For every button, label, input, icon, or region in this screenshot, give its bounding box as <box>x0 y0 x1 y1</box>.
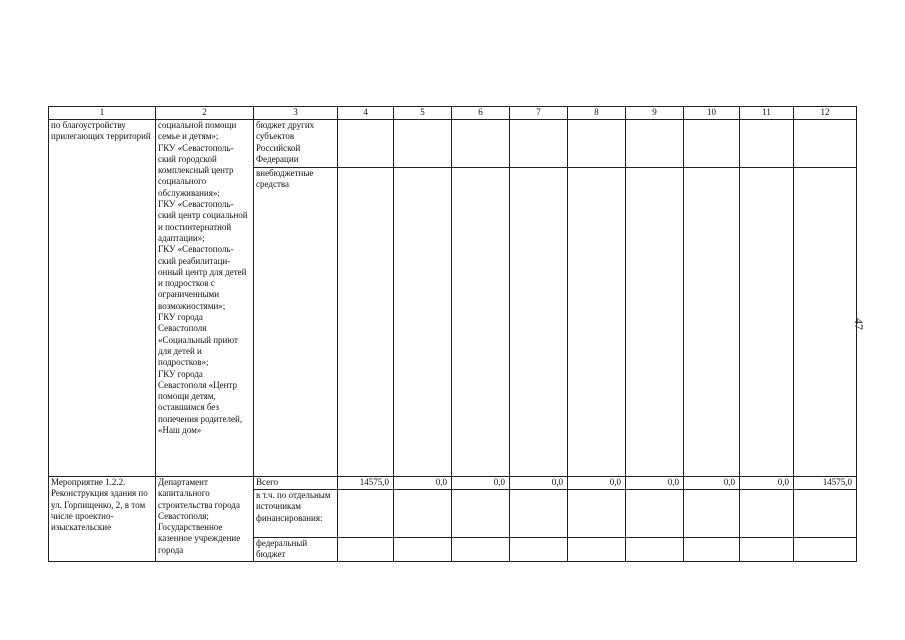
value-cell: 14575,0 <box>338 477 394 490</box>
value-cell <box>394 538 452 562</box>
budget-table <box>48 106 857 562</box>
column-number-row <box>49 107 857 120</box>
value-cell <box>338 490 394 538</box>
value-cell: 0,0 <box>394 477 452 490</box>
executor-cell: социальной помощи семье и детям»; ГКУ «Севастополь-ский городской комплексный центр социального обслуживания»; ГКУ «Севастополь-ский центр социальной и постинтернатной адаптации»; ГКУ «Севастополь-ский реабилитаци-онный центр для детей и подростков с ограниченными возможностями»; ГКУ города Севастополя «Социальный приют для детей и подростков»; ГКУ города Севастополя «Центр помощи детям, оставшимся без попечения родителей, «Наш дом» <box>156 120 254 477</box>
funding-source-cell: Всего <box>254 477 338 490</box>
col-number: 10 <box>684 107 740 120</box>
value-cell <box>684 538 740 562</box>
value-cell <box>568 490 626 538</box>
value-cell: 0,0 <box>740 477 794 490</box>
funding-source-cell: внебюджетные средства <box>254 168 338 477</box>
col-number: 2 <box>156 107 254 120</box>
page-number: 47 <box>852 318 866 330</box>
col-number: 11 <box>740 107 794 120</box>
funding-source-cell: в т.ч. по отдельным источникам финансирования: <box>254 490 338 538</box>
col-number: 3 <box>254 107 338 120</box>
table-row <box>49 120 857 168</box>
executor-cell: Департамент капитального строительства города Севастополя; Государственное казенное учреждение города <box>156 477 254 562</box>
value-cell <box>740 538 794 562</box>
col-number: 6 <box>452 107 510 120</box>
col-number: 5 <box>394 107 452 120</box>
table-row <box>49 477 857 490</box>
col-number: 1 <box>49 107 156 120</box>
value-cell <box>740 490 794 538</box>
col-number: 9 <box>626 107 684 120</box>
value-cell: 0,0 <box>452 477 510 490</box>
value-cell: 0,0 <box>568 477 626 490</box>
col-number: 12 <box>794 107 857 120</box>
value-cell: 14575,0 <box>794 477 857 490</box>
value-cell <box>626 490 684 538</box>
value-cell <box>510 490 568 538</box>
value-cell <box>794 538 857 562</box>
value-cell <box>394 490 452 538</box>
funding-source-cell: федеральный бюджет <box>254 538 338 562</box>
value-cell: 0,0 <box>510 477 568 490</box>
value-cell <box>794 490 857 538</box>
activity-name-cell: по благоустройству прилегающих территорий <box>49 120 156 477</box>
activity-name-cell: Мероприятие 1.2.2. Реконструкция здания по ул. Горпищенко, 2, в том числе проектно-изыскательские <box>49 477 156 562</box>
col-number: 8 <box>568 107 626 120</box>
value-cell <box>626 538 684 562</box>
value-cell: 0,0 <box>626 477 684 490</box>
col-number: 7 <box>510 107 568 120</box>
value-cell <box>452 490 510 538</box>
funding-source-cell: бюджет других субъектов Российской Федерации <box>254 120 338 168</box>
value-cell: 0,0 <box>684 477 740 490</box>
col-number: 4 <box>338 107 394 120</box>
value-cell <box>338 538 394 562</box>
value-cell <box>510 538 568 562</box>
value-cell <box>684 490 740 538</box>
value-cell <box>568 538 626 562</box>
value-cell <box>452 538 510 562</box>
